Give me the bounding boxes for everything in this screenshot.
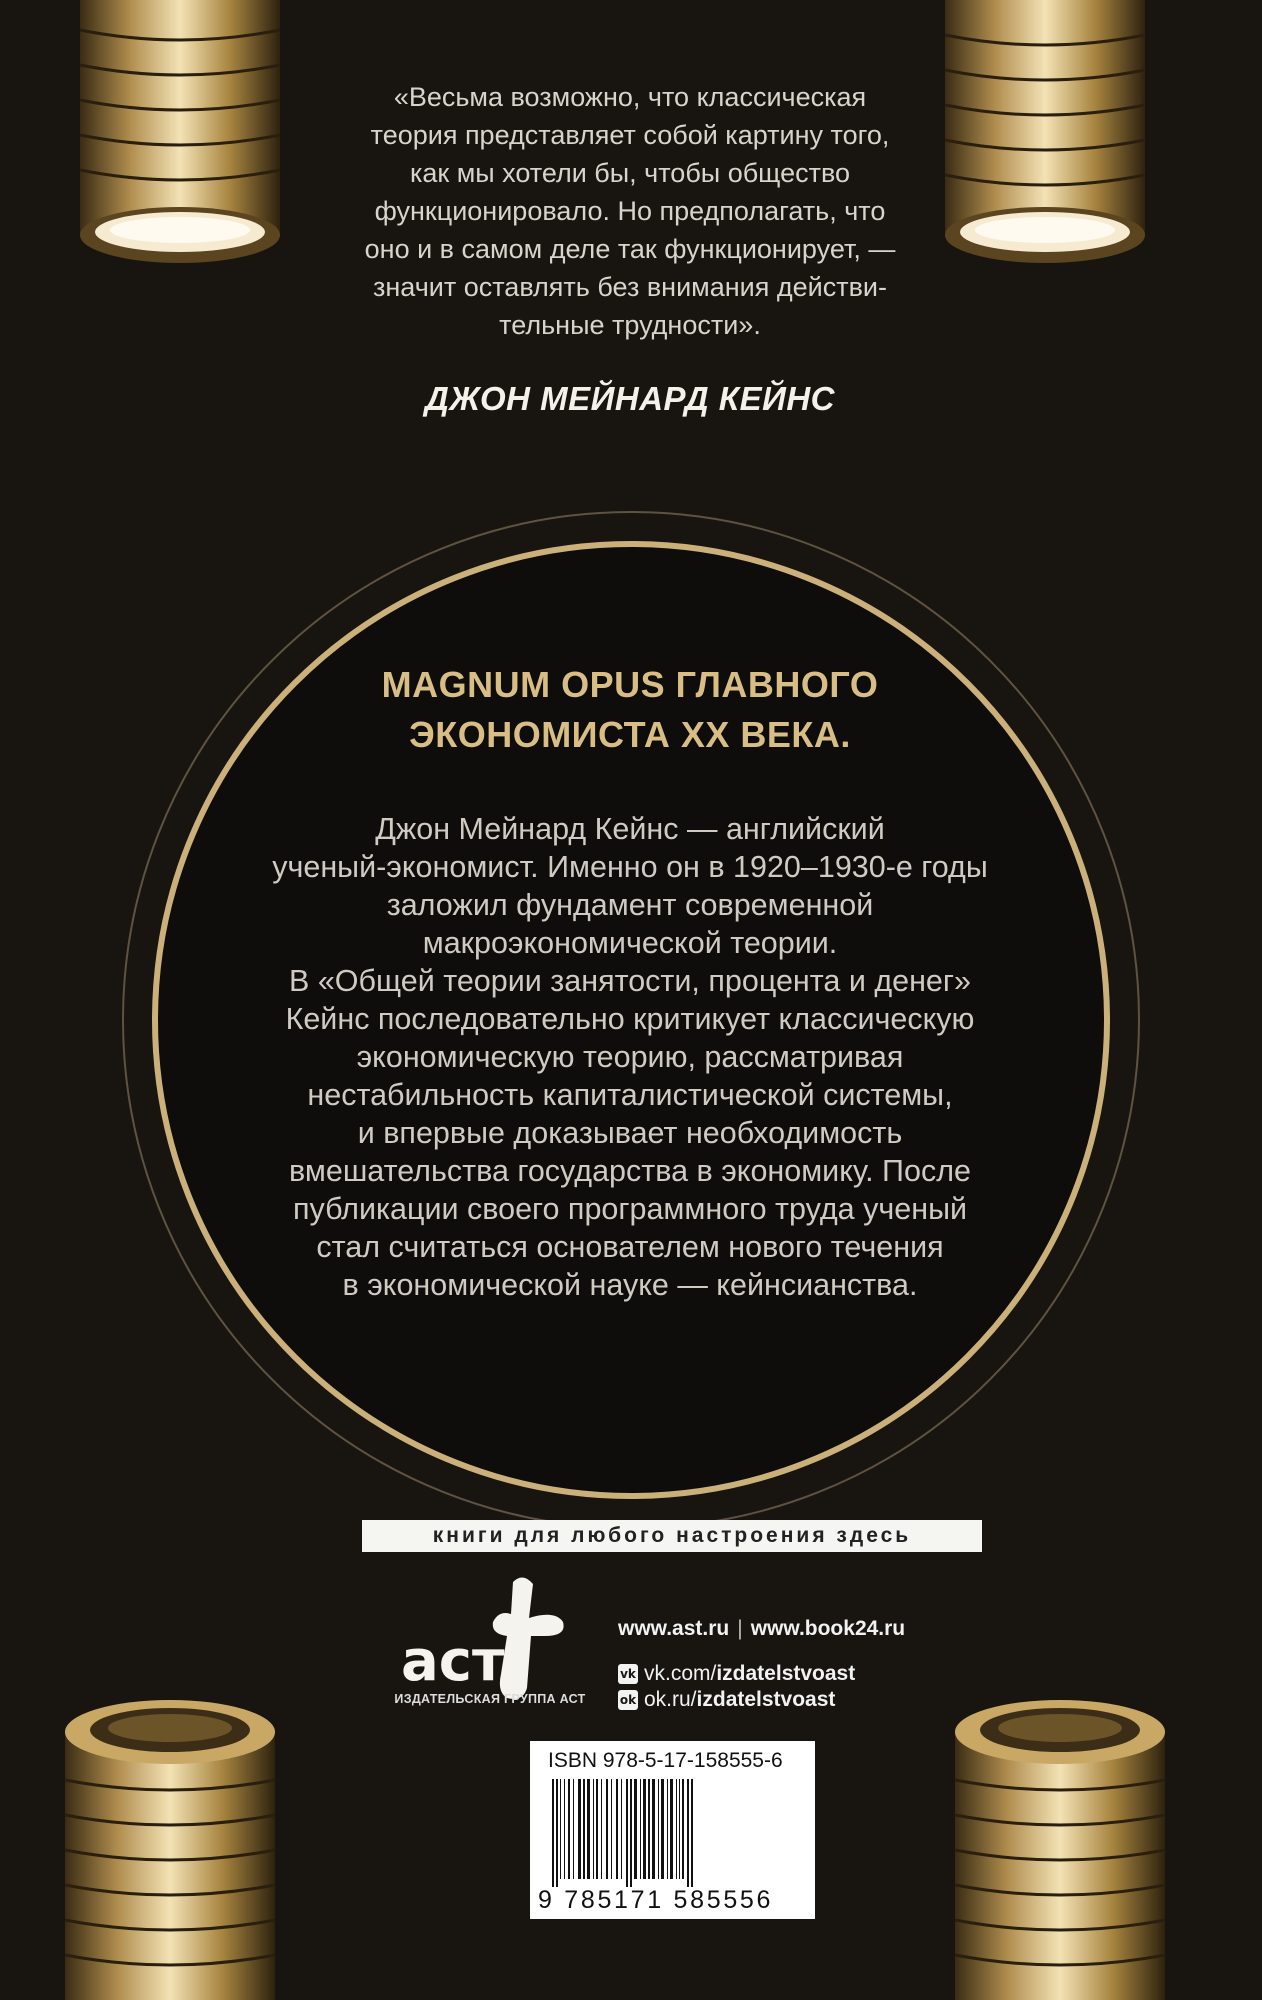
- description-line: макроэкономической теории.: [422, 926, 838, 960]
- barcode-bars: [538, 1779, 808, 1887]
- description-line: Джон Мейнард Кейнс — английский: [375, 812, 885, 846]
- headline: [280, 660, 980, 760]
- vk-icon: vk: [618, 1664, 638, 1684]
- barcode-bar: [658, 1779, 659, 1879]
- coin-stack-bottom-right: [945, 1690, 1185, 2000]
- barcode-bar: [630, 1779, 632, 1887]
- description-line: вмешательства государства в экономику. После: [289, 1154, 971, 1188]
- ast-logo: [395, 1570, 585, 1710]
- barcode-bar: [621, 1779, 622, 1879]
- barcode-bar: [626, 1779, 628, 1887]
- headline-line: ЭКОНОМИСТА XX ВЕКА.: [409, 714, 851, 755]
- barcode-bar: [640, 1779, 641, 1879]
- barcode-bar: [667, 1779, 668, 1879]
- barcode-bar: [616, 1779, 618, 1879]
- description-line: Кейнс последовательно критикует классическую: [285, 1002, 975, 1036]
- description-line: экономическую теорию, рассматривая: [356, 1040, 904, 1074]
- barcode-bar: [568, 1779, 570, 1879]
- barcode-bar: [634, 1779, 637, 1879]
- barcode-bar: [687, 1779, 689, 1887]
- coin-stack-top-right: [925, 0, 1165, 270]
- quote-line: как мы хотели бы, чтобы общество: [409, 158, 851, 188]
- barcode-bar: [564, 1779, 565, 1879]
- barcode-bar: [578, 1779, 581, 1879]
- barcode-bar: [670, 1779, 673, 1879]
- book24-website-link[interactable]: www.book24.ru: [750, 1617, 906, 1640]
- epigraph-quote: [300, 78, 960, 344]
- slogan-banner: книги для любого настроения здесь: [362, 1520, 982, 1552]
- barcode-bar: [691, 1779, 693, 1887]
- barcode-bar: [643, 1779, 646, 1879]
- barcode-bar: [652, 1779, 655, 1879]
- description-line: публикации своего программного труда ученый: [292, 1192, 968, 1226]
- barcode-digits: 9 785171 585556: [538, 1886, 774, 1914]
- link-separator: |: [737, 1617, 743, 1640]
- barcode-bar: [682, 1779, 684, 1879]
- book-description: [215, 810, 1045, 1304]
- quote-line: тельные трудности».: [499, 310, 761, 340]
- barcode-bar: [593, 1779, 594, 1879]
- vk-link[interactable]: [618, 1661, 855, 1687]
- logo-text: аст: [401, 1629, 505, 1694]
- ok-link[interactable]: [618, 1687, 835, 1713]
- description-line: заложил фундамент современной: [386, 888, 874, 922]
- isbn-barcode: [530, 1741, 815, 1919]
- quote-line: значит оставлять без внимания действи-: [373, 272, 887, 302]
- isbn-number: ISBN 978-5-17-158555-6: [548, 1749, 783, 1772]
- description-line: в экономической науке — кейнсианства.: [342, 1268, 918, 1302]
- barcode-bar: [648, 1779, 650, 1879]
- ok-account: izdatelstvoast: [696, 1688, 836, 1711]
- barcode-bar: [606, 1779, 608, 1879]
- description-line: стал считаться основателем нового течения: [316, 1230, 944, 1264]
- coin-stack-bottom-left: [55, 1690, 295, 2000]
- barcode-bar: [560, 1779, 561, 1879]
- description-line: В «Общей теории занятости, процента и денег»: [289, 964, 971, 998]
- publisher-websites: [618, 1617, 905, 1641]
- quote-line: теория представляет собой картину того,: [370, 120, 890, 150]
- quote-line: «Весьма возможно, что классическая: [393, 82, 867, 112]
- ok-icon: ok: [618, 1690, 638, 1710]
- barcode-bar: [661, 1779, 664, 1879]
- barcode-bar: [679, 1779, 680, 1879]
- description-line: и впервые доказывает необходимость: [357, 1116, 903, 1150]
- barcode-bar: [611, 1779, 612, 1879]
- quote-line: оно и в самом деле так функционирует, —: [364, 234, 896, 264]
- barcode-bar: [556, 1779, 558, 1887]
- coin-stack-top-left: [60, 0, 300, 270]
- description-line: нестабильность капиталистической системы,: [307, 1078, 953, 1112]
- headline-line: MAGNUM OPUS ГЛАВНОГО: [381, 664, 879, 705]
- barcode-bar: [596, 1779, 598, 1879]
- description-line: ученый-экономист. Именно он в 1920–1930-е годы: [272, 850, 988, 884]
- publisher-caption: ИЗДАТЕЛЬСКАЯ ГРУППА АСТ: [394, 1692, 586, 1706]
- ok-prefix: ok.ru/: [644, 1688, 697, 1711]
- barcode-bar: [601, 1779, 602, 1879]
- barcode-bar: [587, 1779, 590, 1879]
- barcode-bar: [573, 1779, 574, 1879]
- barcode-bar: [676, 1779, 677, 1879]
- barcode-bar: [552, 1779, 554, 1887]
- quote-line: функционировало. Но предполагать, что: [374, 196, 886, 226]
- quote-author: ДЖОН МЕЙНАРД КЕЙНС: [424, 380, 835, 417]
- vk-account: izdatelstvoast: [716, 1662, 856, 1685]
- barcode-bar: [583, 1779, 585, 1879]
- vk-prefix: vk.com/: [644, 1662, 717, 1685]
- ast-website-link[interactable]: www.ast.ru: [618, 1617, 730, 1640]
